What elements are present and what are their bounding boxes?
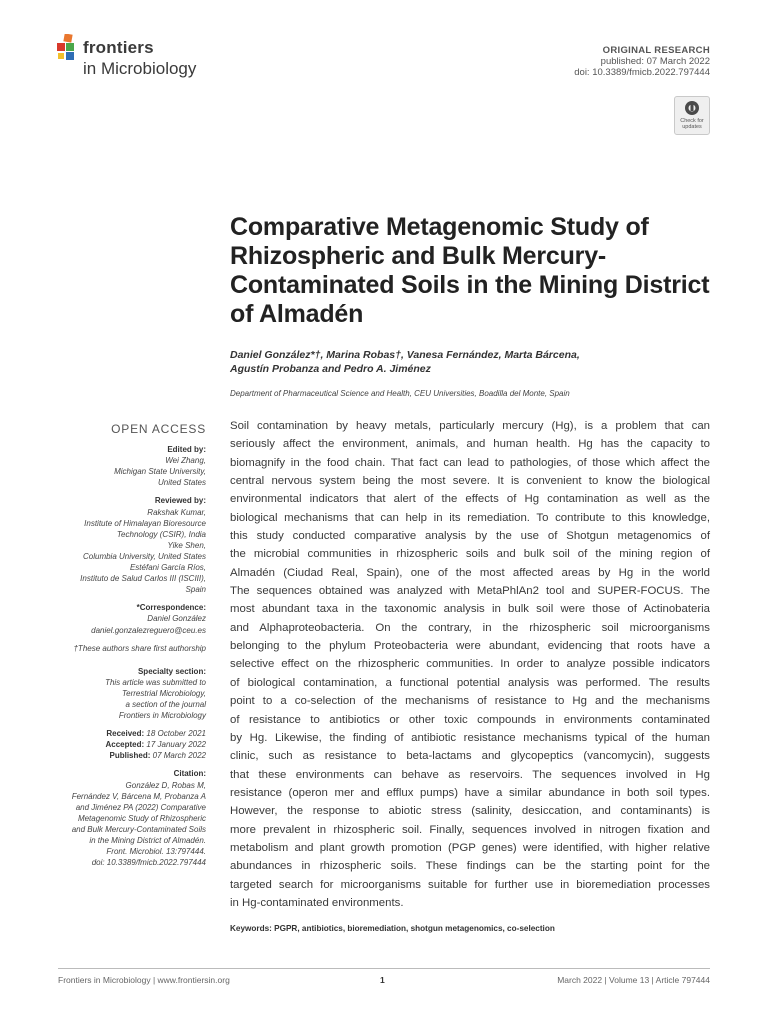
abstract-line: abundances in rhizospheric soils. These findings can be the starting point for the — [230, 860, 710, 873]
article-type: ORIGINAL RESEARCH — [602, 45, 710, 56]
abstract-line: Soil contamination by heavy metals, particularly mercury (Hg), is a problem that can — [230, 420, 710, 432]
abstract-line: Almadén (Ciudad Real, Spain), one of the most affected areas by Hg in the world — [230, 566, 710, 579]
reviewer-line: Rakshak Kumar, — [147, 507, 206, 517]
section-heading: Citation: — [173, 769, 206, 779]
abstract-line: targeted search for microorganisms suitable for further use in bioremediation processes — [230, 878, 710, 891]
article-sidebar — [56, 424, 206, 868]
abstract-line: by Hg. Likewise, the finding of antibiotic resistance mechanisms typical of the human — [230, 731, 710, 744]
author-line[interactable]: Agustín Probanza and Pedro A. Jiménez — [230, 363, 431, 375]
equal-contribution-note — [56, 643, 206, 654]
abstract-line: most abundant taxa in the taxonomic analysis in bulk soil were those of Actinobateria — [230, 603, 710, 616]
citation-line: González D, Robas M, — [125, 780, 206, 790]
reviewer-line: Instituto de Salud Carlos III (ISCIII), — [80, 574, 206, 584]
abstract-line: metabolism and plant growth promotion (PGP genes) were identified, with higher relative — [230, 841, 710, 854]
brand-name: frontiers — [83, 38, 154, 57]
citation-line: in the Mining District of Almadén. — [89, 836, 206, 845]
citation-line: and Bulk Mercury-Contaminated Soils — [71, 824, 206, 834]
specialty-line: a section of the journal — [125, 699, 206, 709]
editor-line: United States — [157, 478, 206, 488]
citation-line: Front. Microbiol. 13:797444. — [106, 847, 206, 857]
abstract-line: selective effect on the rhizospheric communities. In order to analyze possible indicators — [230, 658, 710, 671]
accepted-date — [56, 739, 206, 750]
journal-logo[interactable] — [57, 34, 217, 82]
abstract-line: The sequences obtained was analyzed with MetaPhlAn2 tool and SUPER-FOCUS. The — [230, 585, 710, 598]
abstract-line: in Hg-contaminated environments. — [230, 896, 404, 909]
abstract-line: that these environments can behave as reservoirs. The sequences involved in Hg — [230, 768, 710, 781]
abstract-line: However, the response to abiotic stress (salinity, desiccation, and contaminants) is — [230, 805, 710, 818]
abstract-line: and Alphaproteobacteria. On the contrary, in the rhizospheric soil microorganisms — [230, 621, 710, 634]
section-heading: Specialty section: — [137, 666, 206, 676]
abstract-line: environmental indicators that alert of the effects of Hg contamination as well as the — [230, 493, 710, 506]
abstract-line: biomagnify in the food chain. That fact can lead to pathologies, of those which affect the — [230, 456, 710, 469]
abstract-line: resistance (operon mer and efflux pumps) have a similar abundance in both soil types. — [230, 786, 710, 799]
reviewer-line: Technology (CSIR), India — [116, 529, 206, 539]
abstract-line: central nervous system being the most severe. It is convenient to know the biological — [230, 475, 710, 488]
footer-journal-link[interactable]: Frontiers in Microbiology | www.frontiersin.org — [58, 975, 230, 985]
date-label: Published: — [109, 751, 151, 761]
reviewer-line: Yike Shen, — [167, 540, 206, 550]
correspondence-section — [56, 602, 206, 635]
reviewer-line: Spain — [185, 585, 206, 595]
correspondence-name: Daniel González — [147, 614, 206, 624]
section-heading: Edited by: — [167, 445, 206, 455]
open-access-label: OPEN ACCESS — [111, 422, 206, 436]
edited-by-section — [56, 444, 206, 488]
specialty-section — [56, 666, 206, 721]
abstract-line: the microbial communities in rhizospheric soils and bulk soil of the mining region of — [230, 548, 710, 561]
editor-line: Michigan State University, — [114, 467, 206, 477]
abstract-line: this study conducted comparative analysis by the use of Shotgun metagenomics of — [230, 530, 710, 543]
date-label: Received: — [106, 729, 145, 739]
author-list — [230, 348, 710, 376]
abstract-line: point to a co-selection of the mechanisms of resistance to Hg and the mechanisms — [230, 695, 710, 708]
abstract-line: biological mechanisms that can help in its remediation. To contribute to this knowledge, — [230, 511, 710, 524]
reviewer-line: Estéfani García Ríos, — [129, 563, 206, 573]
abstract-line: clinic, such as resistance to beta-lactams and glycopeptics (vancomycin), suggests — [230, 750, 710, 763]
date-value: 07 March 2022 — [152, 751, 206, 761]
editor-line: Wei Zhang, — [165, 456, 206, 466]
published-date: published: 07 March 2022 — [600, 56, 710, 67]
abstract-line: belonging to the phylum Proteobacteria were abundant, evidencing that roots have a — [230, 640, 710, 653]
article-meta — [574, 45, 710, 78]
frontiers-logo-icon — [57, 34, 79, 62]
section-heading: Reviewed by: — [154, 496, 206, 506]
date-label: Accepted: — [105, 740, 145, 750]
footer-issue-info: March 2022 | Volume 13 | Article 797444 — [557, 975, 710, 985]
abstract-line: of resistance to antibiotics or other toxic compounds in environments contaminated — [230, 713, 710, 726]
correspondence-email[interactable]: daniel.gonzalezreguero@ceu.es — [91, 625, 206, 635]
article-title: Comparative Metagenomic Study of Rhizospheric and Bulk Mercury-Contaminated Soils in the Mining District of Almadén — [230, 213, 710, 328]
abstract-line: of biological contamination, a functional potential analysis was performed. The results — [230, 676, 710, 689]
citation-line: Fernández V, Bárcena M, Probanza A — [71, 791, 206, 801]
abstract-line: more prevalent in rhizospheric soil. Finally, sequences involved in nitrogen fixation and — [230, 823, 710, 836]
footnote-line: †These authors share first authorship — [73, 643, 206, 653]
citation-doi[interactable]: doi: 10.3389/fmicb.2022.797444 — [91, 858, 206, 868]
received-date — [56, 728, 206, 739]
crossmark-label: Check for updates — [680, 118, 704, 130]
date-value: 18 October 2021 — [146, 729, 206, 739]
section-heading: *Correspondence: — [136, 603, 206, 613]
page-number: 1 — [380, 975, 385, 985]
citation-line: and Jiménez PA (2022) Comparative — [75, 802, 206, 812]
abstract — [230, 417, 710, 912]
dates-section — [56, 728, 206, 761]
date-value: 17 January 2022 — [146, 740, 206, 750]
specialty-line: Frontiers in Microbiology — [118, 711, 206, 721]
reviewer-line: Institute of Himalayan Bioresource — [84, 518, 206, 528]
citation-section — [56, 768, 206, 868]
author-affiliation: Department of Pharmaceutical Science and Health, CEU Universities, Boadilla del Monte, Spain — [230, 389, 570, 398]
check-for-updates-button[interactable] — [674, 96, 710, 135]
citation-line: Metagenomic Study of Rhizospheric — [77, 813, 206, 823]
article-doi[interactable]: doi: 10.3389/fmicb.2022.797444 — [574, 67, 710, 78]
reviewed-by-section — [56, 495, 206, 595]
keywords: Keywords: PGPR, antibiotics, bioremediation, shotgun metagenomics, co-selection — [230, 924, 555, 933]
published-date-sidebar — [56, 750, 206, 761]
specialty-line: This article was submitted to — [105, 677, 206, 687]
author-line[interactable]: Daniel González*†, Marina Robas†, Vanesa Fernández, Marta Bárcena, — [230, 349, 580, 361]
journal-name: in Microbiology — [83, 59, 197, 78]
footer-divider — [58, 968, 710, 969]
specialty-line: Terrestrial Microbiology, — [121, 688, 206, 698]
reviewer-line: Columbia University, United States — [82, 551, 206, 561]
abstract-line: seriously affect the environment, animals, and human health. Hg has the capacity to — [230, 438, 710, 451]
crossmark-icon — [684, 100, 700, 116]
